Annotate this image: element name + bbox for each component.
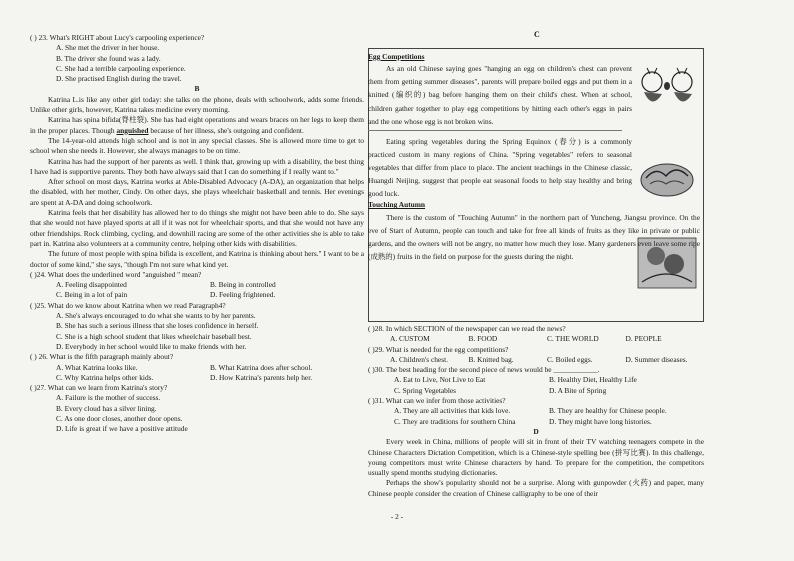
passage-c-label: C bbox=[534, 30, 540, 39]
question-23-option-d: D. She practised English during the travel. bbox=[56, 74, 182, 84]
spring-vegetable-illustration bbox=[636, 150, 698, 202]
question-24-option-a: A. Feeling disappointed bbox=[56, 280, 127, 290]
question-26-stem: ( ) 26. What is the fifth paragraph mainly about? bbox=[30, 352, 174, 362]
question-30-option-b: B. Healthy Diet, Healthy Life bbox=[549, 375, 637, 385]
question-29-options bbox=[368, 355, 704, 365]
question-24-options bbox=[30, 280, 364, 290]
touching-autumn-text: There is the custom of "Touching Autumn" in the northern part of Yuncheng, Jiangsu province. On the eve of Start of Autumn, people can touch and take for free all kinds of fruits as they like in private or public gardens, and the owners will not be angry, no matter how much they lose. Many gardeners even leave some ripe (成熟的) fruits in the field on purpose for the guests during the night. bbox=[368, 212, 700, 261]
question-29-option-c: C. Boiled eggs. bbox=[547, 354, 593, 364]
question-30-option-a: A. Eat to Live, Not Live to Eat bbox=[394, 375, 486, 385]
question-25-option-a: A. She's always encouraged to do what she wants to by her parents. bbox=[56, 311, 256, 321]
question-30-option-d: D. A Bite of Spring bbox=[549, 385, 607, 395]
question-27-option-c: C. As one door closes, another door opens. bbox=[56, 413, 183, 423]
question-23-option-b: B. The driver she found was a lady. bbox=[56, 53, 161, 63]
question-26-option-b: B. What Katrina does after school. bbox=[210, 362, 313, 372]
question-24-stem: ( )24. What does the underlined word "anguished " mean? bbox=[30, 269, 202, 279]
question-27-stem: ( )27. What can we learn from Katrina's story? bbox=[30, 383, 168, 393]
egg-competition-illustration bbox=[636, 60, 700, 116]
question-27-option-d: D. Life is great if we have a positive attitude bbox=[56, 424, 188, 434]
question-28-option-b: B. FOOD bbox=[468, 334, 498, 344]
left-column bbox=[30, 33, 364, 435]
question-29-option-d: D. Summer diseases. bbox=[625, 354, 688, 364]
spring-vegetables-text: Eating spring vegetables during the Spring Equinox (春分) is a commonly practiced custom in many regions of China. "Spring vegetables" refers to seasonal vegetables that differ from place to place. The ancient teachings in the Chinese classic, Huangdi Neijing, suggest that people eat seasonal foods to help stay healthy and bring good luck. bbox=[368, 136, 632, 199]
passage-b-paragraph: Katrina L.is like any other girl today: she talks on the phone, deals with schoolwork, adds some friends. Unlike other girls, however, Katrina takes medicine every morning. bbox=[30, 94, 364, 115]
question-30-options bbox=[368, 375, 704, 385]
question-25-stem: ( )25. What do we know about Katrina when we read Paragraph4? bbox=[30, 300, 226, 310]
question-31-stem: ( )31. What can we infer from those activities? bbox=[368, 396, 506, 406]
question-29-option-a: A. Children's chest. bbox=[390, 354, 448, 364]
question-25-option-b: B. She has such a serious illness that she loses confidence in herself. bbox=[56, 321, 259, 331]
passage-d-paragraph: Perhaps the show's popularity should not be a surprise. Along with gunpowder (火药) and paper, many Chinese people consider the creation of Chinese calligraphy to be one of their bbox=[368, 478, 704, 498]
egg-competitions-title: Egg Competitions bbox=[368, 52, 425, 61]
passage-d-paragraph: Every week in China, millions of people will sit in front of their TV watching teenagers compete in the Chinese Characters Dictation Competition, which is a Chinese-style spelling bee (拼写比赛). In this challenge, young competitors must write Chinese characters by hand. To prepare for the competition, the competitors usually spend months studying dictionaries. bbox=[368, 437, 704, 478]
question-23-option-a: A. She met the driver in her house. bbox=[56, 43, 160, 53]
question-31-options bbox=[368, 406, 704, 416]
question-27-option-a: A. Failure is the mother of success. bbox=[56, 393, 161, 403]
section-divider bbox=[368, 130, 622, 131]
question-28-options bbox=[368, 334, 704, 344]
page-number: - 2 - bbox=[390, 512, 404, 521]
passage-b-paragraph: Katrina has had the support of her parents as well. I think that, growing up with a disability, the best thing I have had is supportive parents. They both have always said that I can do something if I really want to." bbox=[30, 156, 364, 176]
question-27-option-b: B. Every cloud has a silver lining. bbox=[56, 403, 157, 413]
question-26-option-a: A. What Katrina looks like. bbox=[56, 362, 138, 372]
passage-b-label: B bbox=[194, 84, 200, 94]
passage-b-paragraph: After school on most days, Katrina works at Able-Disabled Advocacy (A-DA), an organization that helps the disabled, with her mother, Cindy. On other days, she plays wheelchair basketball and tennis. Her evenings are spent at A-DA and doing schoolwork. bbox=[30, 177, 364, 207]
passage-d-label: D bbox=[533, 426, 539, 436]
question-26-options bbox=[30, 363, 364, 373]
question-26-option-c: C. Why Katrina helps other kids. bbox=[56, 372, 154, 382]
question-23-stem: ( ) 23. What's RIGHT about Lucy's carpooling experience? bbox=[30, 33, 205, 42]
question-25-option-c: C. She is a high school student that likes wheelchair baseball best. bbox=[56, 331, 252, 341]
right-questions bbox=[368, 324, 704, 499]
passage-b-paragraph: Katrina has spina bifida(脊柱裂). She has had eight operations and wears braces on her legs to keep them in the proper places. Though anguished because of her illness, she's outgoing and confident. bbox=[30, 115, 364, 135]
question-29-option-b: B. Knitted bag. bbox=[468, 354, 514, 364]
question-31-option-a: A. They are all activities that kids love. bbox=[394, 406, 511, 416]
passage-b-paragraph: Katrina feels that her disability has allowed her to do things she might not have been able to do. She says that she would not have played sports at all if it was not for wheelchair sports, and that she would not have any other friendships. Rock climbing, cycling, and downhill racing are some of the other activities she is able to take part in. Katrina also volunteers at a community centre, helping other kids with disabilities. bbox=[30, 208, 364, 248]
question-26-option-d: D. How Katrina's parents help her. bbox=[210, 372, 313, 382]
question-31-option-d: D. They might have long histories. bbox=[549, 416, 652, 426]
question-23-option-c: C. She had a terrible carpooling experience. bbox=[56, 63, 186, 73]
question-31-options bbox=[368, 417, 704, 427]
question-30-stem: ( )30. The best heading for the second piece of news would be ____________. bbox=[368, 365, 600, 375]
underlined-word: anguished bbox=[116, 125, 149, 135]
question-31-option-b: B. They are healthy for Chinese people. bbox=[549, 406, 667, 416]
question-30-options bbox=[368, 386, 704, 396]
question-26-options bbox=[30, 373, 364, 383]
egg-competitions-text: As an old Chinese saying goes "hanging an egg on children's chest can prevent them from getting summer diseases", parents will prepare boiled eggs and put them in a knitted (编织的) bag before hanging them on their child's chest. When at school, children gather together to play egg competitions by hitting each other's eggs in pairs and the one whose egg is not broken wins. bbox=[368, 64, 632, 126]
touching-autumn-title: Touching Autumn bbox=[368, 200, 426, 210]
question-31-option-c: C. They are traditions for southern China bbox=[394, 416, 516, 426]
question-30-option-c: C. Spring Vegetables bbox=[394, 385, 457, 395]
question-24-option-c: C. Being in a lot of pain bbox=[56, 290, 128, 300]
question-24-options bbox=[30, 290, 364, 300]
passage-b-paragraph: The future of most people with spina bifida is excellent, and Katrina is thinking about hers." I want to be a doctor of some kind," she says, "though I'm not sure what kind yet. bbox=[30, 249, 364, 269]
question-28-option-d: D. PEOPLE bbox=[625, 334, 662, 344]
passage-c-text bbox=[368, 52, 700, 263]
question-28-option-a: A. CUSTOM bbox=[390, 334, 430, 344]
question-29-stem: ( )29. What is needed for the egg competitions? bbox=[368, 344, 509, 354]
question-28-option-c: C. THE WORLD bbox=[547, 334, 599, 344]
passage-b-paragraph: The 14-year-old attends high school and is not in any special classes. She is allowed more time to get to school when she needs it. However, she always manages to be on time. bbox=[30, 135, 364, 156]
question-25-option-d: D. Everybody in her school would like to make friends with her. bbox=[56, 341, 247, 351]
question-24-option-b: B. Being in controlled bbox=[210, 280, 276, 290]
question-24-option-d: D. Feeling frightened. bbox=[210, 290, 276, 300]
question-28-stem: ( )28. In which SECTION of the newspaper can we read the news? bbox=[368, 324, 566, 333]
